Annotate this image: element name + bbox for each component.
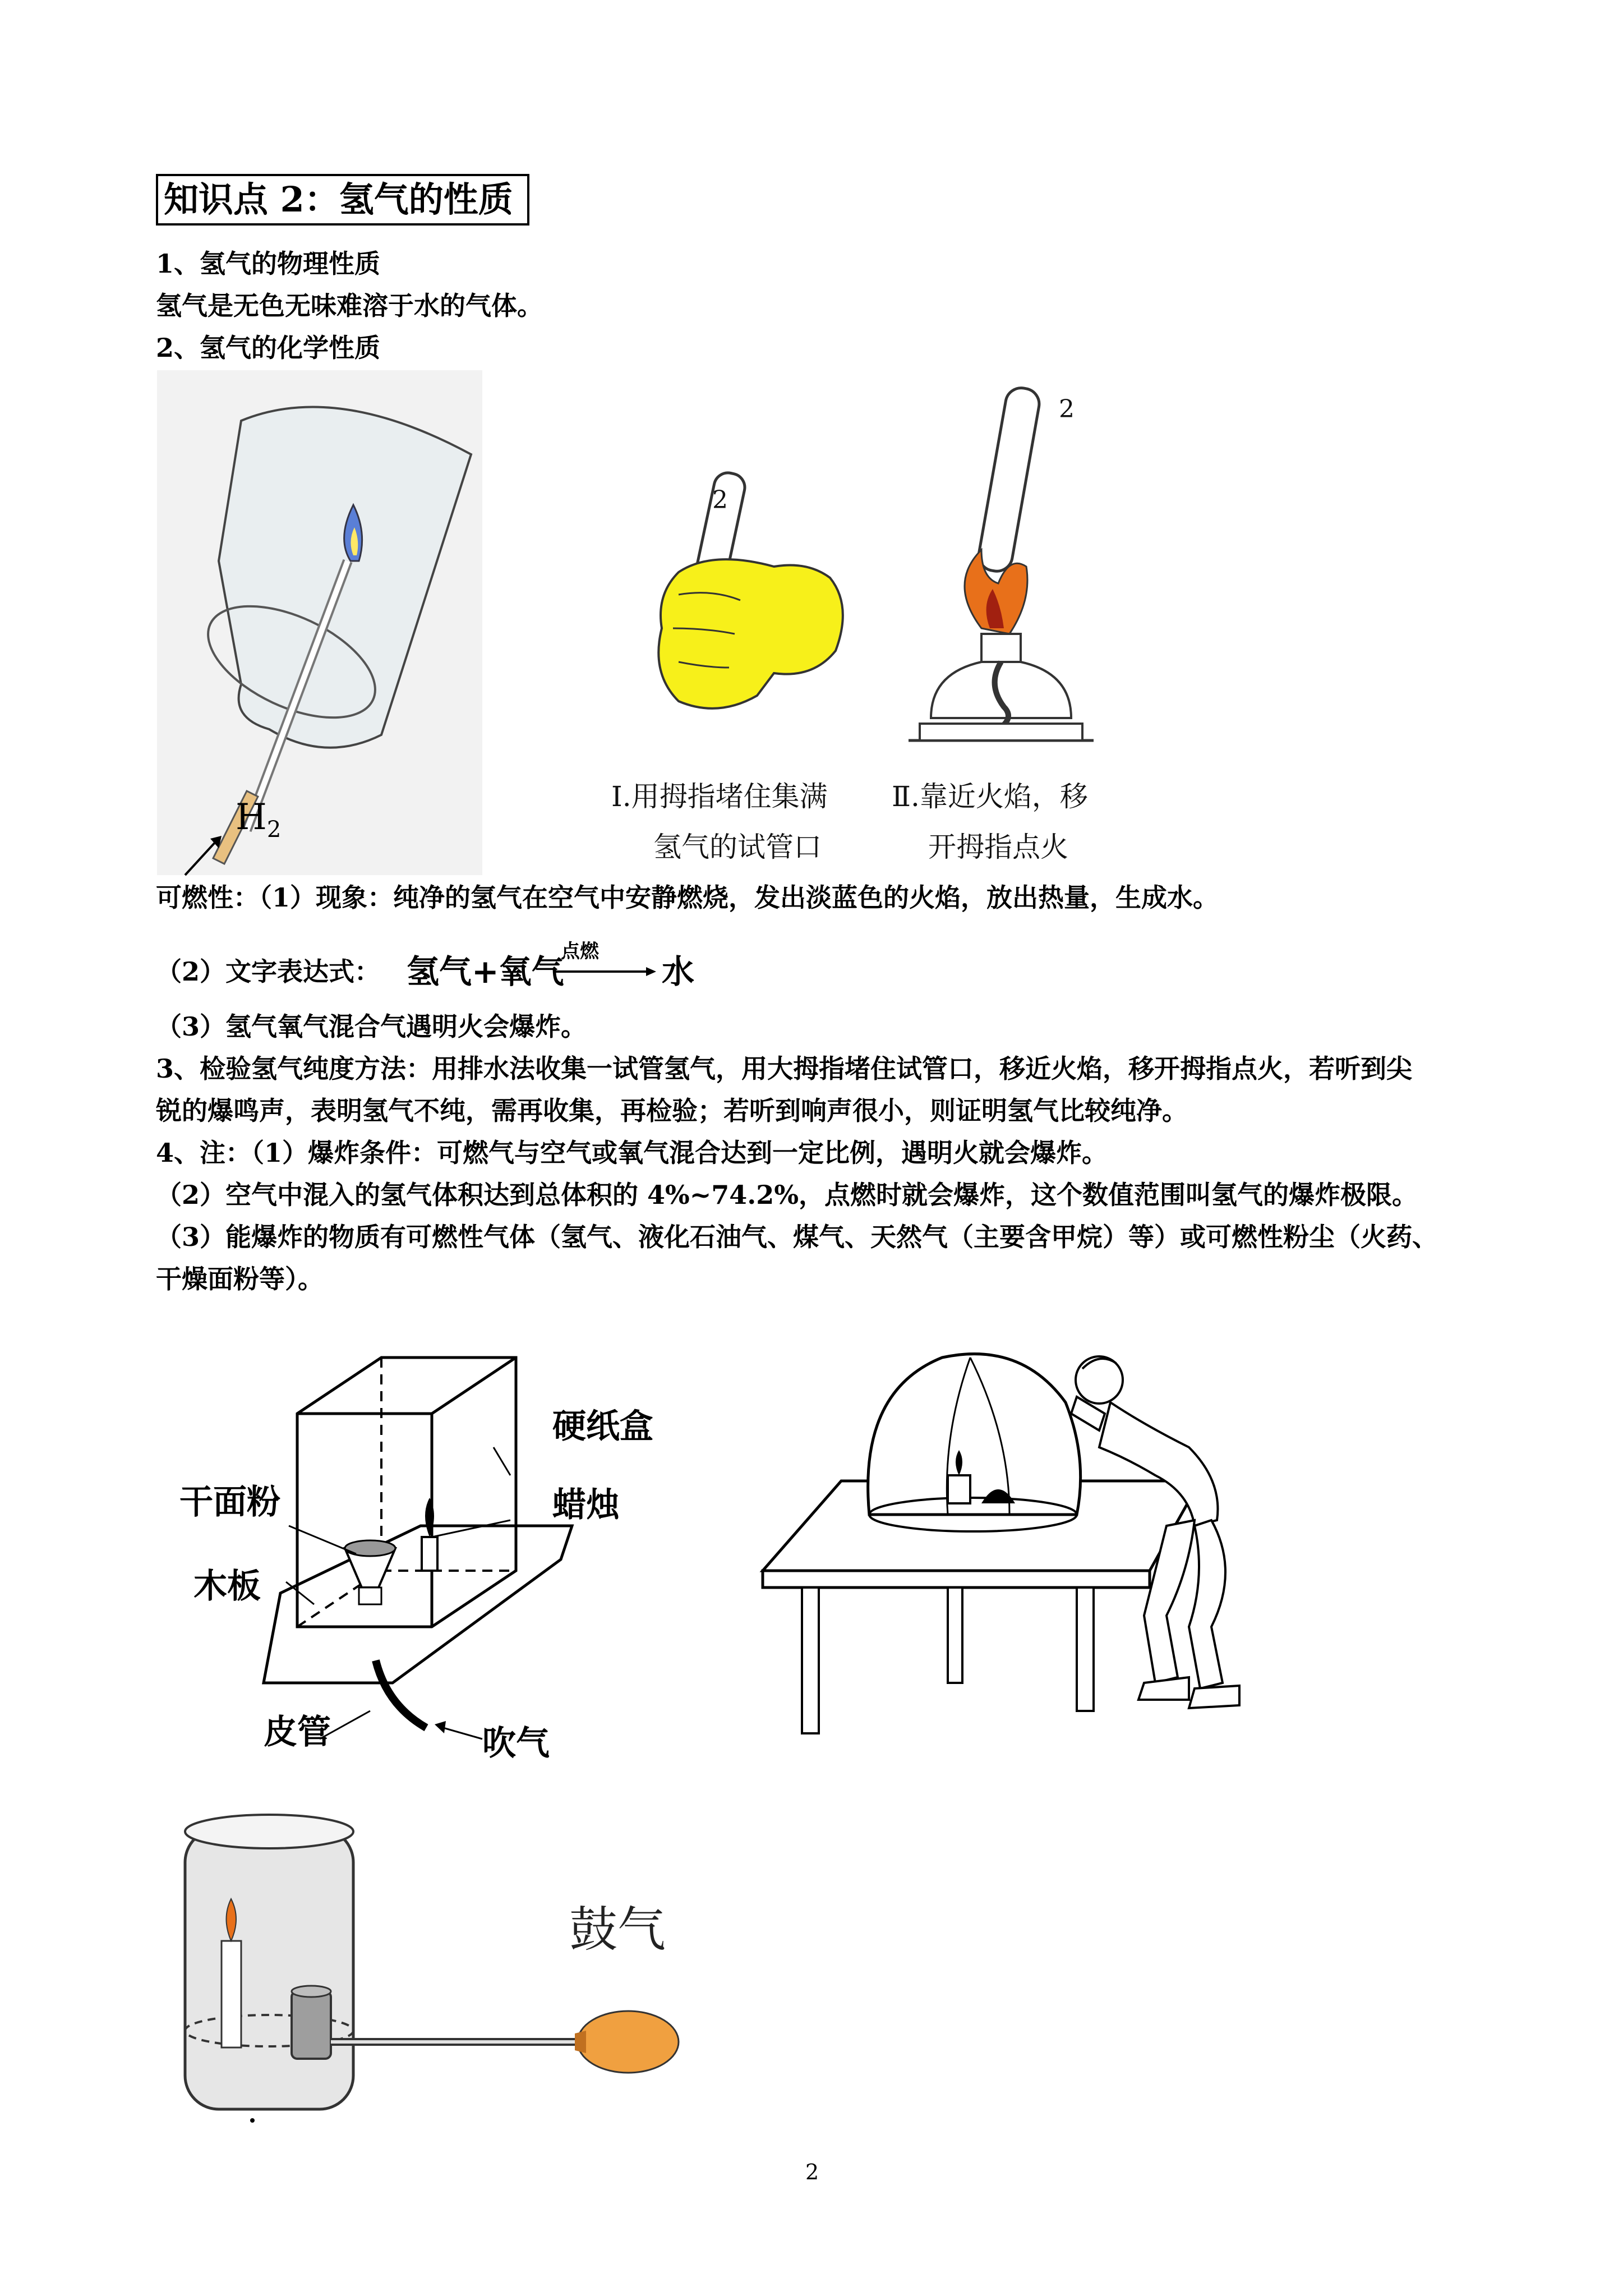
caption-step1-line1: Ⅰ.用拇指堵住集满 [611,780,828,813]
equation-reactants: 氢气+氧气 [407,953,564,991]
caption-step1-line2: 氢气的试管口 [653,831,822,863]
label-wood-board: 木板 [193,1567,261,1606]
p3-line2: 锐的爆鸣声，表明氢气不纯，需再收集，再检验；若听到响声很小，则证明氢气比较纯净。 [156,1096,1188,1126]
p4-line1: 4、注：（1）爆炸条件：可燃气与空气或氧气混合达到一定比例，遇明火就会爆炸。 [156,1138,1108,1168]
equation-arrow [555,966,656,977]
alcohol-lamp-figure [897,381,1099,763]
tube-number-2: 2 [1059,395,1075,424]
page-number: 2 [805,2160,819,2184]
p4-line3: （3）能爆炸的物质有可燃性气体（氢气、液化石油气、煤气、天然气（主要含甲烷）等）或可燃性粉尘（火药、 [156,1222,1438,1252]
p2-heading: 2、氢气的化学性质 [156,333,381,363]
combustion-line2-prefix: （2）文字表达式： [156,956,381,987]
p1-text: 氢气是无色无味难溶于水的气体。 [156,291,543,321]
caption-step2-line2: 开拇指点火 [928,831,1068,863]
equation-product: 水 [662,953,695,991]
label-rubber-tube: 皮管 [264,1713,331,1752]
dust-explosion-dome-figure [763,1335,1295,1739]
label-blow-air: 吹气 [482,1724,550,1763]
label-candle: 蜡烛 [552,1485,620,1525]
label-bellows: 鼓气 [569,1902,666,1958]
combustion-line1: 可燃性：（1）现象：纯净的氢气在空气中安静燃烧，发出淡蓝色的火焰，放出热量，生成水。 [156,882,1219,913]
section-title: 知识点 2：氢气的性质 [156,174,529,226]
hand-test-tube-figure [645,460,858,718]
tube-number-1: 2 [712,486,728,514]
p1-heading: 1、氢气的物理性质 [156,249,381,279]
label-dry-flour: 干面粉 [179,1483,280,1522]
hydrogen-burning-figure [157,370,494,875]
caption-step2-line1: Ⅱ.靠近火焰，移 [892,780,1088,813]
candle-jar-bellows-figure [179,1806,729,2120]
h2-label: $H_2$ [236,797,282,843]
p4-line4: 干燥面粉等）。 [156,1264,324,1294]
p3-line1: 3、检验氢气纯度方法：用排水法收集一试管氢气，用大拇指堵住试管口，移近火焰，移开拇指点火，若听到尖 [156,1053,1413,1084]
equation-condition: 点燃 [561,940,599,963]
combustion-line3: （3）氢气氧气混合气遇明火会爆炸。 [156,1011,587,1042]
label-cardboard-box: 硬纸盒 [552,1407,653,1446]
p4-line2: （2）空气中混入的氢气体积达到总体积的 4%~74.2%，点燃时就会爆炸，这个数值范围叫氢气的爆炸极限。 [156,1180,1418,1210]
